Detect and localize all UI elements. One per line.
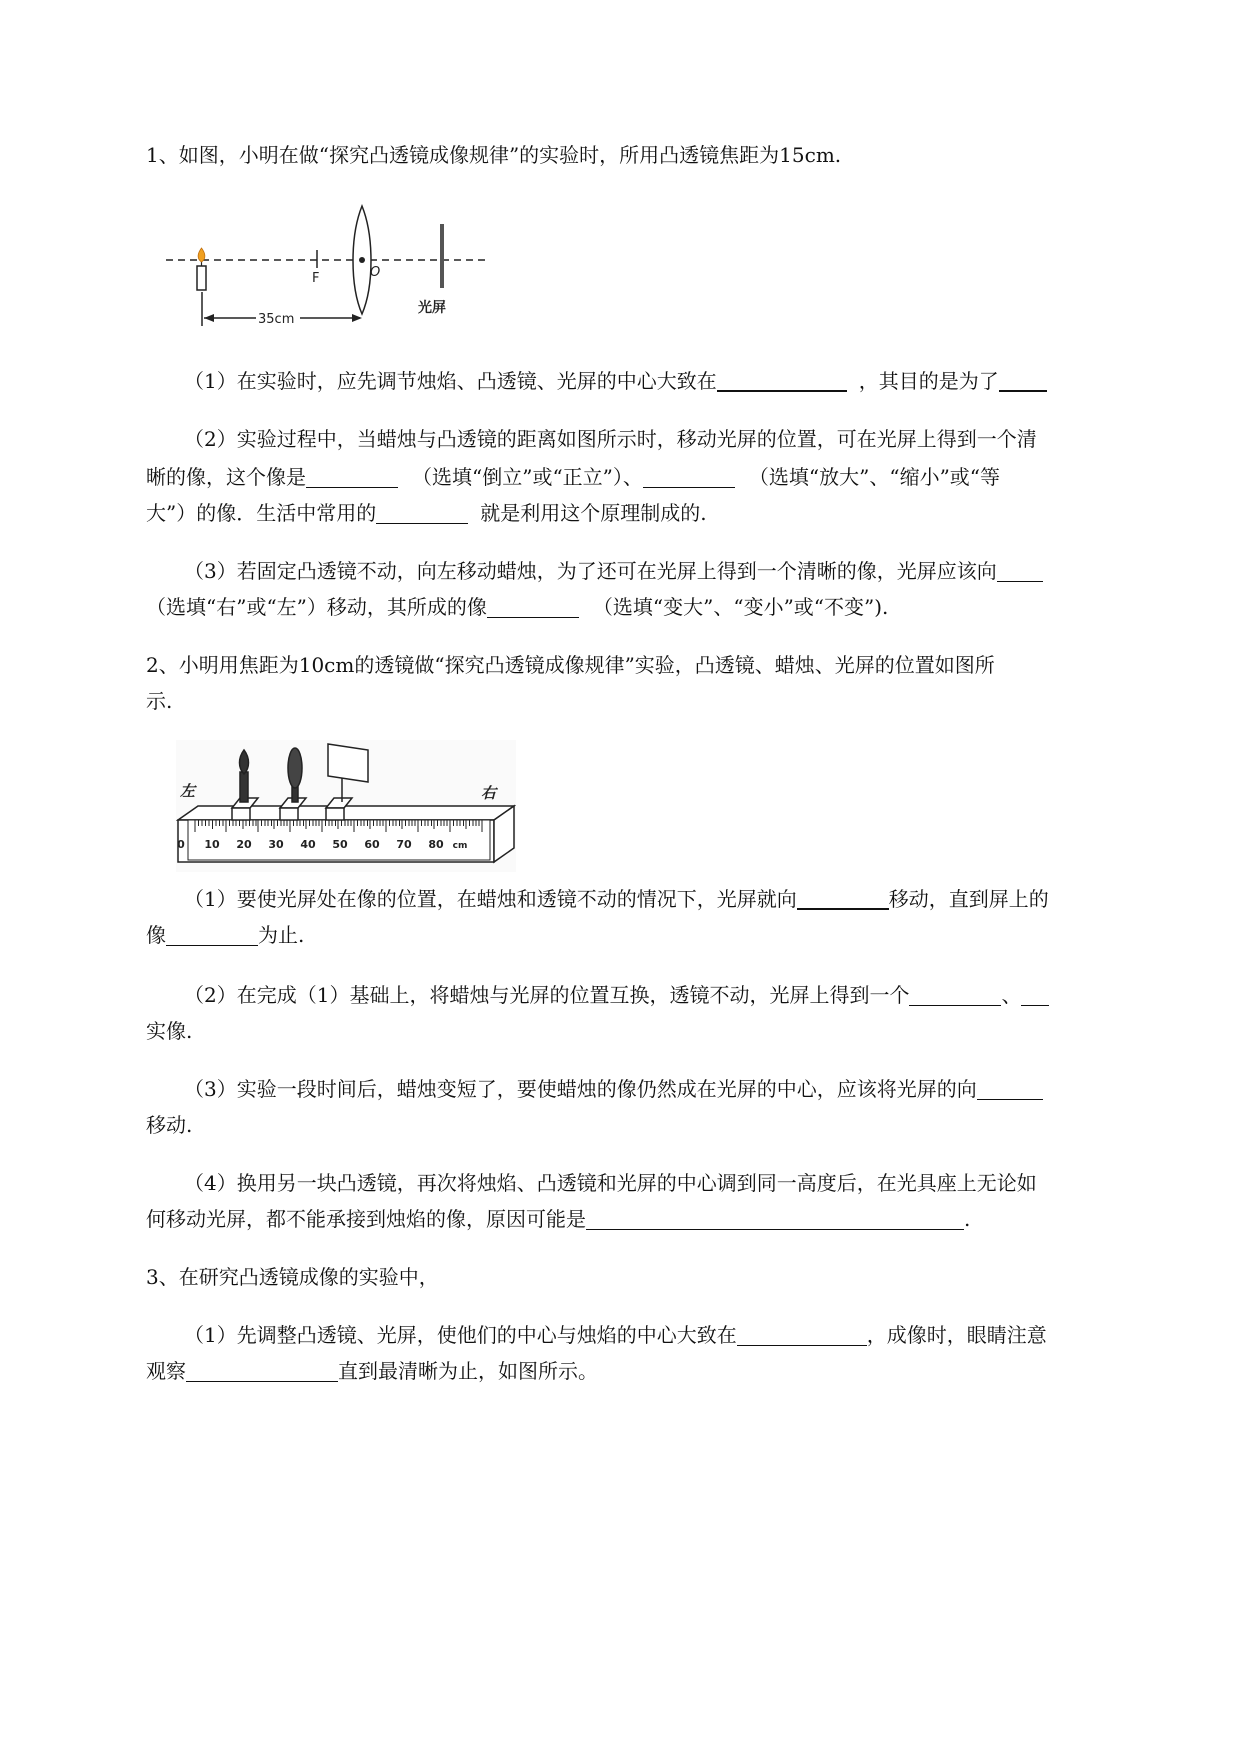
svg-text:70: 70 (396, 838, 412, 851)
answer-blank[interactable] (186, 1361, 338, 1382)
answer-blank[interactable] (909, 985, 1001, 1006)
q2-part1-line1: （1）要使光屏处在像的位置，在蜡烛和透镜不动的情况下，光屏就向 移动，直到屏上的 (184, 887, 1049, 911)
answer-blank[interactable] (737, 1325, 867, 1346)
svg-text:0: 0 (177, 838, 185, 851)
q2-part2-line1: （2）在完成（1）基础上，将蜡烛与光屏的位置互换，透镜不动，光屏上得到一个 、 (184, 982, 1151, 1008)
q1-stem: 1、如图，小明在做“探究凸透镜成像规律”的实验时，所用凸透镜焦距为15cm. (146, 143, 842, 167)
q2-part2-line2: 实像. (146, 1019, 193, 1043)
q2-stem-line1: 2、小明用焦距为10cm的透镜做“探究凸透镜成像规律”实验，凸透镜、蜡烛、光屏的位置如图所 (146, 653, 995, 677)
candle-icon (197, 266, 206, 290)
svg-text:80: 80 (428, 838, 444, 851)
svg-text:35cm: 35cm (258, 312, 295, 327)
q1-part2-line1: （2）实验过程中，当蜡烛与凸透镜的距离如图所示时，移动光屏的位置，可在光屏上得到一个清 (184, 427, 1037, 451)
answer-blank[interactable] (643, 467, 735, 488)
svg-text:O: O (370, 265, 381, 280)
q2-part4-line2: 何移动光屏，都不能承接到烛焰的像，原因可能是 . (146, 1207, 971, 1231)
answer-blank[interactable] (997, 561, 1043, 582)
q2-part3-line2: 移动. (146, 1113, 193, 1137)
svg-text:20: 20 (236, 838, 252, 851)
svg-text:左: 左 (180, 782, 196, 800)
svg-text:F: F (312, 271, 320, 286)
answer-blank[interactable] (797, 888, 889, 910)
svg-text:10: 10 (204, 838, 220, 851)
q1-part2-line3: 大”）的像．生活中常用的 就是利用这个原理制成的. (146, 501, 707, 525)
q2-part4-line1: （4）换用另一块凸透镜，再次将烛焰、凸透镜和光屏的中心调到同一高度后，在光具座上无论如 (184, 1171, 1037, 1195)
q1-lens-diagram (160, 196, 500, 334)
q2-stem-line2: 示. (146, 689, 173, 713)
q3-part1-line2: 观察 直到最清晰为止，如图所示。 (146, 1359, 598, 1383)
svg-text:cm: cm (452, 841, 468, 851)
svg-text:40: 40 (300, 838, 316, 851)
svg-text:右: 右 (481, 784, 497, 802)
answer-blank[interactable] (999, 370, 1047, 392)
answer-blank[interactable] (487, 597, 579, 618)
svg-text:光屏: 光屏 (418, 300, 446, 316)
svg-text:60: 60 (364, 838, 380, 851)
q2-part1-line2: 像 为止. (146, 923, 305, 947)
answer-blank[interactable] (717, 370, 847, 392)
answer-blank[interactable] (1021, 985, 1049, 1006)
q2-part3-line1: （3）实验一段时间后，蜡烛变短了，要使蜡烛的像仍然成在光屏的中心，应该将光屏的向 (184, 1076, 1151, 1102)
answer-blank[interactable] (166, 925, 258, 946)
q1-part2-line2: 晰的像，这个像是 （选填“倒立”或“正立”）、 （选填“放大”、“缩小”或“等 (146, 465, 1001, 489)
q2-optical-bench-diagram (176, 740, 516, 872)
svg-text:30: 30 (268, 838, 284, 851)
svg-text:50: 50 (332, 838, 348, 851)
q3-stem: 3、在研究凸透镜成像的实验中， (146, 1265, 439, 1289)
answer-blank[interactable] (977, 1079, 1043, 1100)
q3-part1-line1: （1）先调整凸透镜、光屏，使他们的中心与烛焰的中心大致在 ，成像时，眼睛注意 (184, 1323, 1047, 1347)
answer-blank[interactable] (306, 467, 398, 488)
answer-blank[interactable] (376, 503, 468, 524)
q1-part3-line2: （选填“右”或“左”）移动，其所成的像 （选填“变大”、“变小”或“不变”). (146, 595, 889, 619)
flame-icon (198, 248, 205, 262)
answer-blank[interactable] (586, 1209, 964, 1230)
q1-part1: （1）在实验时，应先调节烛焰、凸透镜、光屏的中心大致在 ，其目的是为了 (184, 368, 1151, 394)
q1-part3-line1: （3）若固定凸透镜不动，向左移动蜡烛，为了还可在光屏上得到一个清晰的像，光屏应该向 (184, 558, 1151, 584)
